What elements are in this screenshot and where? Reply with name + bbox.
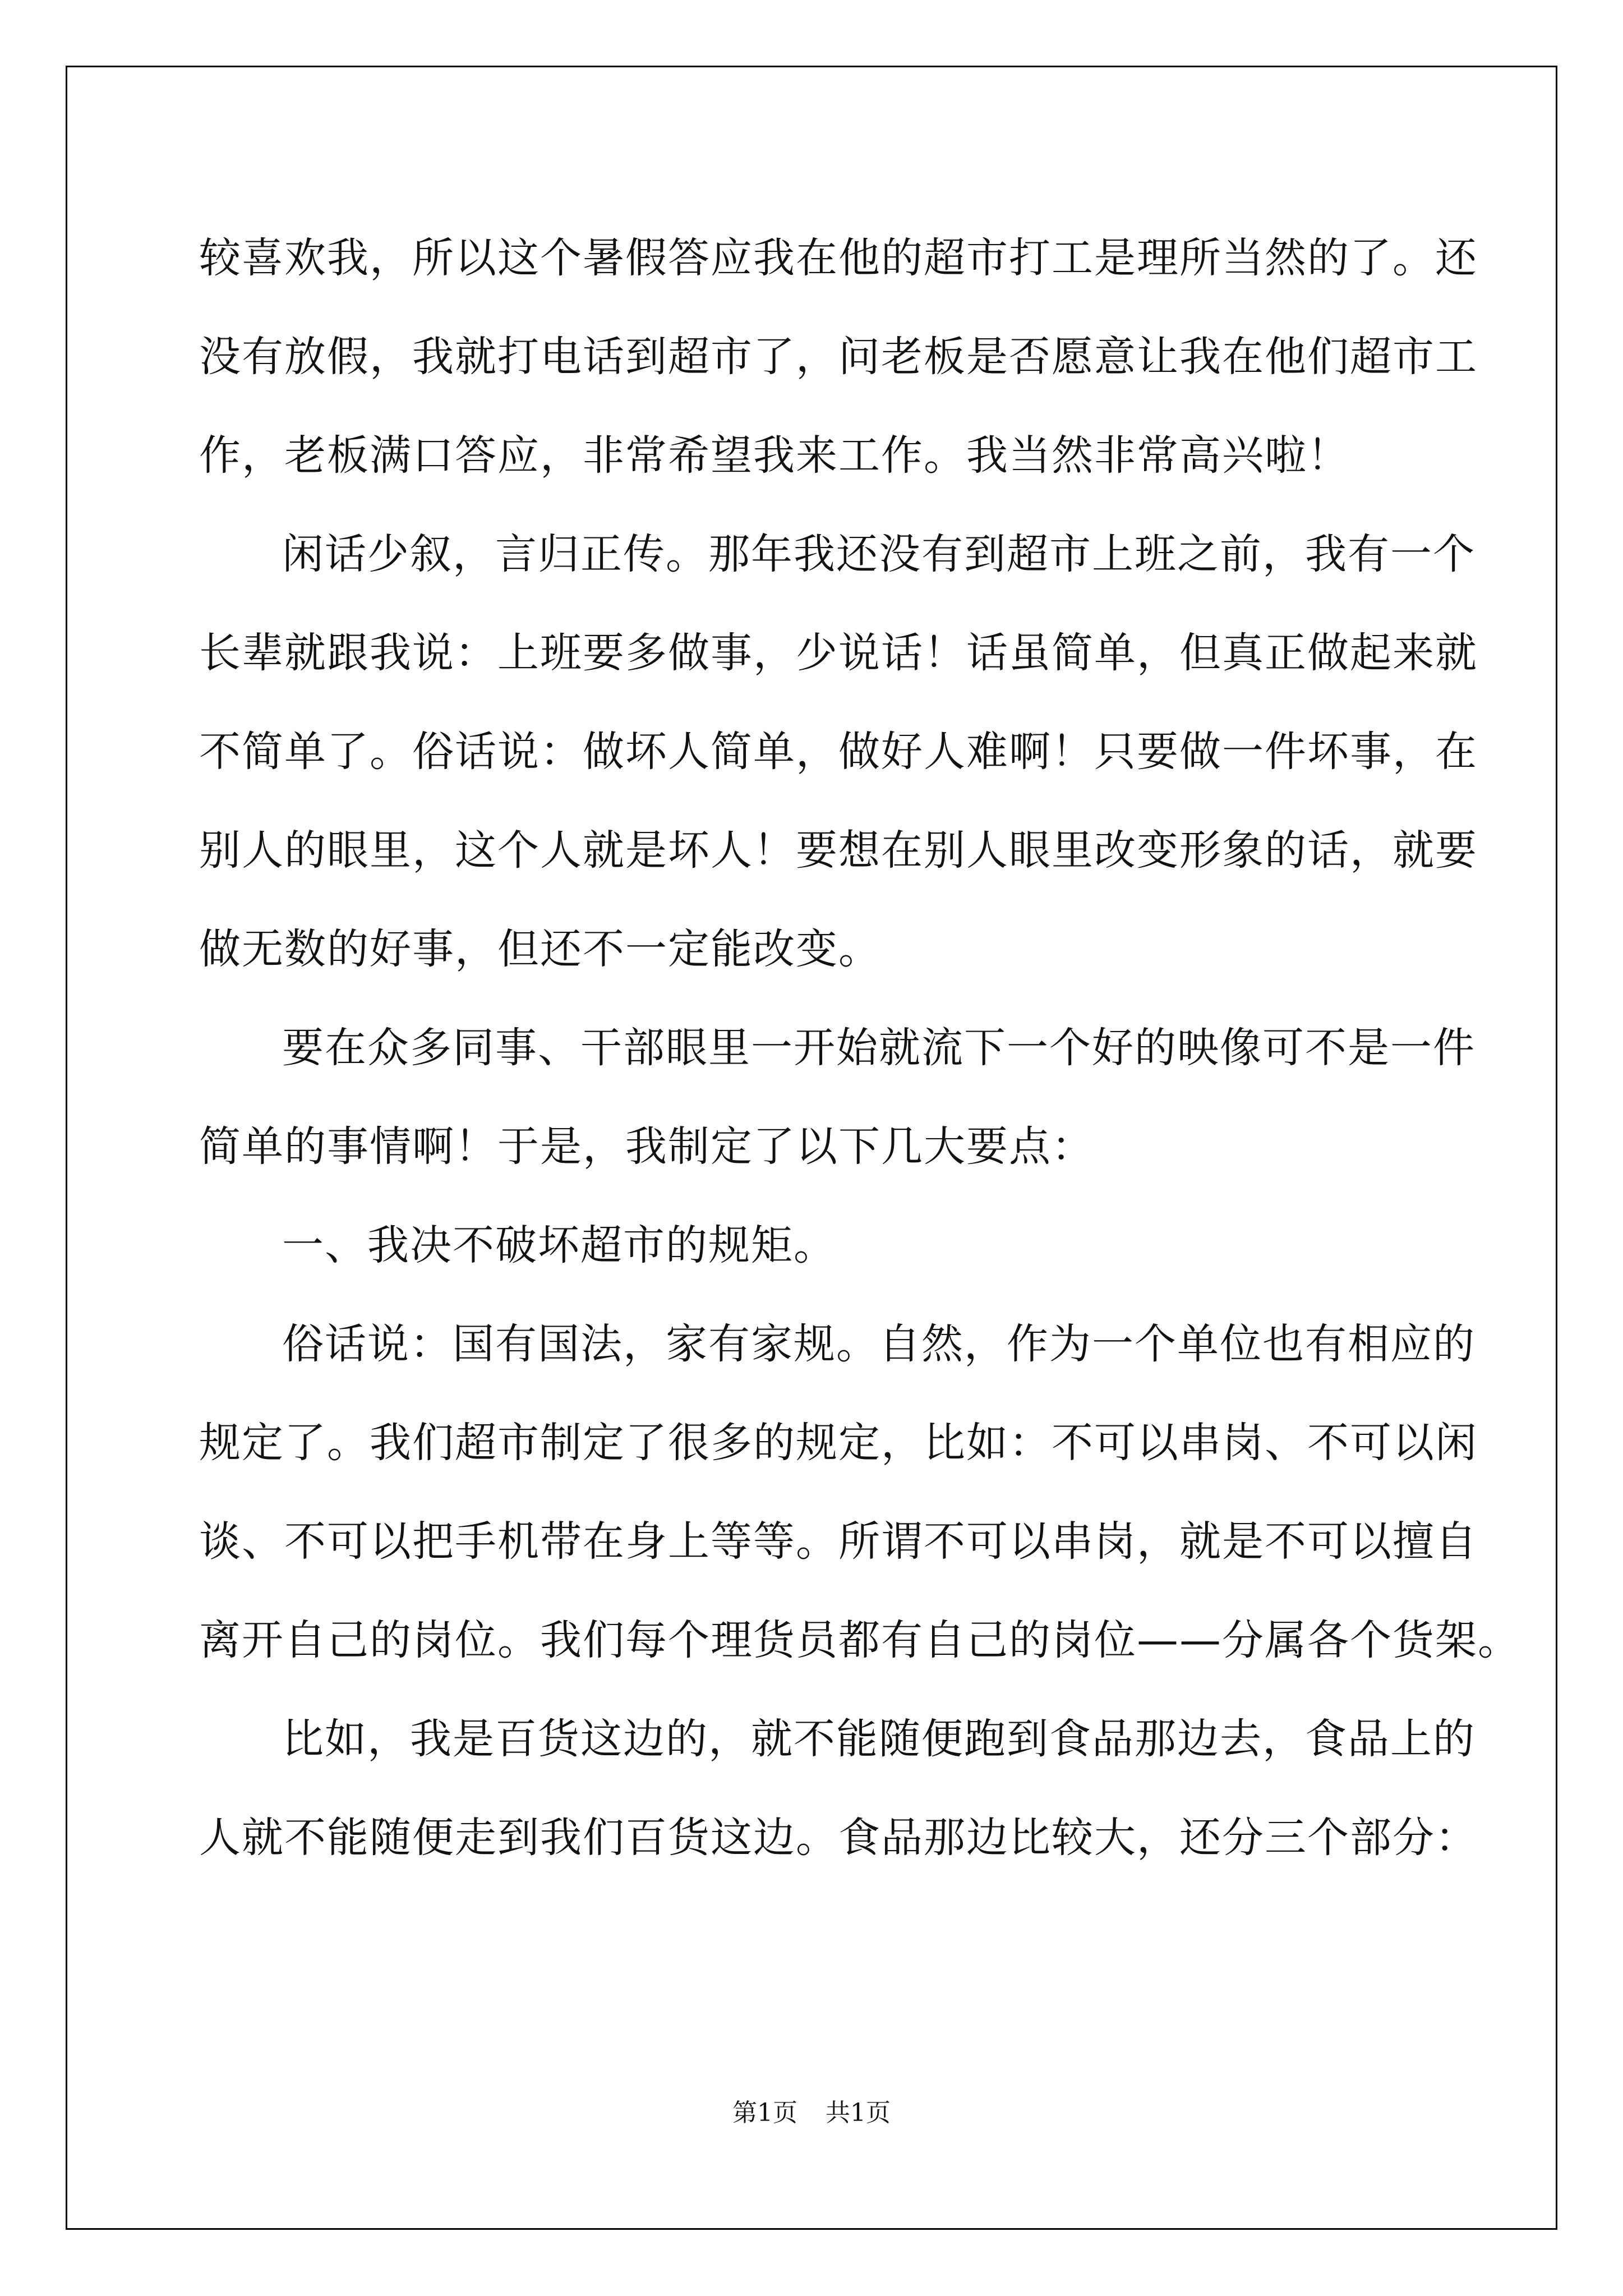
text-line: 长辈就跟我说：上班要多做事，少说话！话虽简单，但真正做起来就 <box>199 629 1478 677</box>
text-line: 不简单了。俗话说：做坏人简单，做好人难啊！只要做一件坏事，在 <box>199 728 1478 776</box>
page-footer <box>0 2092 1623 2128</box>
text-line: 规定了。我们超市制定了很多的规定，比如：不可以串岗、不可以闲 <box>199 1419 1478 1467</box>
page-number-current: 第1页 <box>732 2099 797 2127</box>
text-line: 作，老板满口答应，非常希望我来工作。我当然非常高兴啦！ <box>199 431 1350 480</box>
text-line: 人就不能随便走到我们百货这边。食品那边比较大，还分三个部分： <box>199 1814 1478 1862</box>
text-line: 闲话少叙，言归正传。那年我还没有到超市上班之前，我有一个 <box>282 530 1476 578</box>
text-line: 谈、不可以把手机带在身上等等。所谓不可以串岗，就是不可以擅自 <box>199 1517 1478 1566</box>
text-line: 离开自己的岗位。我们每个理货员都有自己的岗位——分属各个货架。 <box>199 1616 1520 1664</box>
document-body <box>199 209 1520 1887</box>
text-line: 做无数的好事，但还不一定能改变。 <box>199 925 881 973</box>
text-line: 要在众多同事、干部眼里一开始就流下一个好的映像可不是一件 <box>282 1024 1476 1072</box>
text-line: 简单的事情啊！于是，我制定了以下几大要点： <box>199 1122 1094 1171</box>
text-line: 比如，我是百货这边的，就不能随便跑到食品那边去，食品上的 <box>282 1715 1476 1763</box>
text-line: 别人的眼里，这个人就是坏人！要想在别人眼里改变形象的话，就要 <box>199 826 1478 875</box>
text-line: 较喜欢我，所以这个暑假答应我在他的超市打工是理所当然的了。还 <box>199 234 1478 282</box>
text-line: 一、我决不破坏超市的规矩。 <box>282 1221 836 1269</box>
text-line: 没有放假，我就打电话到超市了，问老板是否愿意让我在他们超市工 <box>199 333 1478 381</box>
text-line: 俗话说：国有国法，家有家规。自然，作为一个单位也有相应的 <box>282 1320 1476 1368</box>
page-number-total: 共1页 <box>826 2099 891 2127</box>
